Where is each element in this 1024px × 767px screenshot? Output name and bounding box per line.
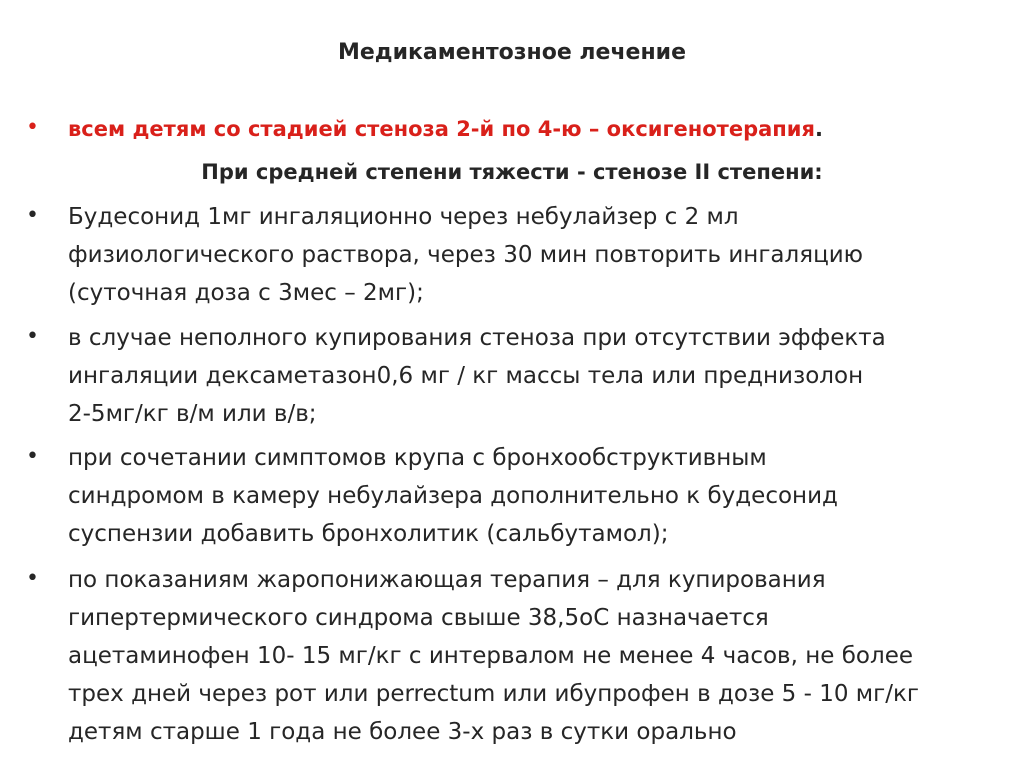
bullet-marker: • <box>26 203 39 228</box>
bullet-4-line-1: по показаниям жаропонижающая терапия – для купирования <box>68 567 826 593</box>
bullet-3-line-1: при сочетании симптомов крупа с бронхообструктивным <box>68 445 767 471</box>
red-bullet-line <box>68 115 823 143</box>
subheading: При средней степени тяжести - стенозе II степени: <box>201 160 823 184</box>
bullet-marker: • <box>26 115 39 140</box>
bullet-4-line-2: гипертермического синдрома свыше 38,5оС назначается <box>68 605 769 631</box>
bullet-1-line-2: физиологического раствора, через 30 мин повторить ингаляцию <box>68 242 864 268</box>
bullet-2-line-2: ингаляции дексаметазон0,6 мг / кг массы тела или преднизолон <box>68 363 864 389</box>
bullet-4-line-4: трех дней через рот или perrectum или ибупрофен в дозе 5 - 10 мг/кг <box>68 681 919 707</box>
bullet-1-line-1: Будесонид 1мг ингаляционно через небулайзер с 2 мл <box>68 204 739 230</box>
red-bullet-suffix: . <box>814 117 823 141</box>
red-bullet-text: всем детям со стадией стеноза 2-й по 4-ю – оксигенотерапия <box>68 117 815 141</box>
bullet-3-line-3: суспензии добавить бронхолитик (сальбутамол); <box>68 521 669 547</box>
bullet-4-line-3: ацетаминофен 10- 15 мг/кг с интервалом не менее 4 часов, не более <box>68 643 913 669</box>
bullet-marker: • <box>26 324 39 349</box>
bullet-2-line-3: 2-5мг/кг в/м или в/в; <box>68 401 317 427</box>
bullet-marker: • <box>26 566 39 591</box>
bullet-1-line-3: (суточная доза с 3мес – 2мг); <box>68 280 424 306</box>
bullet-marker: • <box>26 444 39 469</box>
bullet-2-line-1: в случае неполного купирования стеноза при отсутствии эффекта <box>68 325 886 351</box>
bullet-4-line-5: детям старше 1 года не более 3-х раз в сутки орально <box>68 719 737 745</box>
slide-title: Медикаментозное лечение <box>337 40 686 65</box>
bullet-3-line-2: синдромом в камеру небулайзера дополнительно к будесонид <box>68 483 838 509</box>
